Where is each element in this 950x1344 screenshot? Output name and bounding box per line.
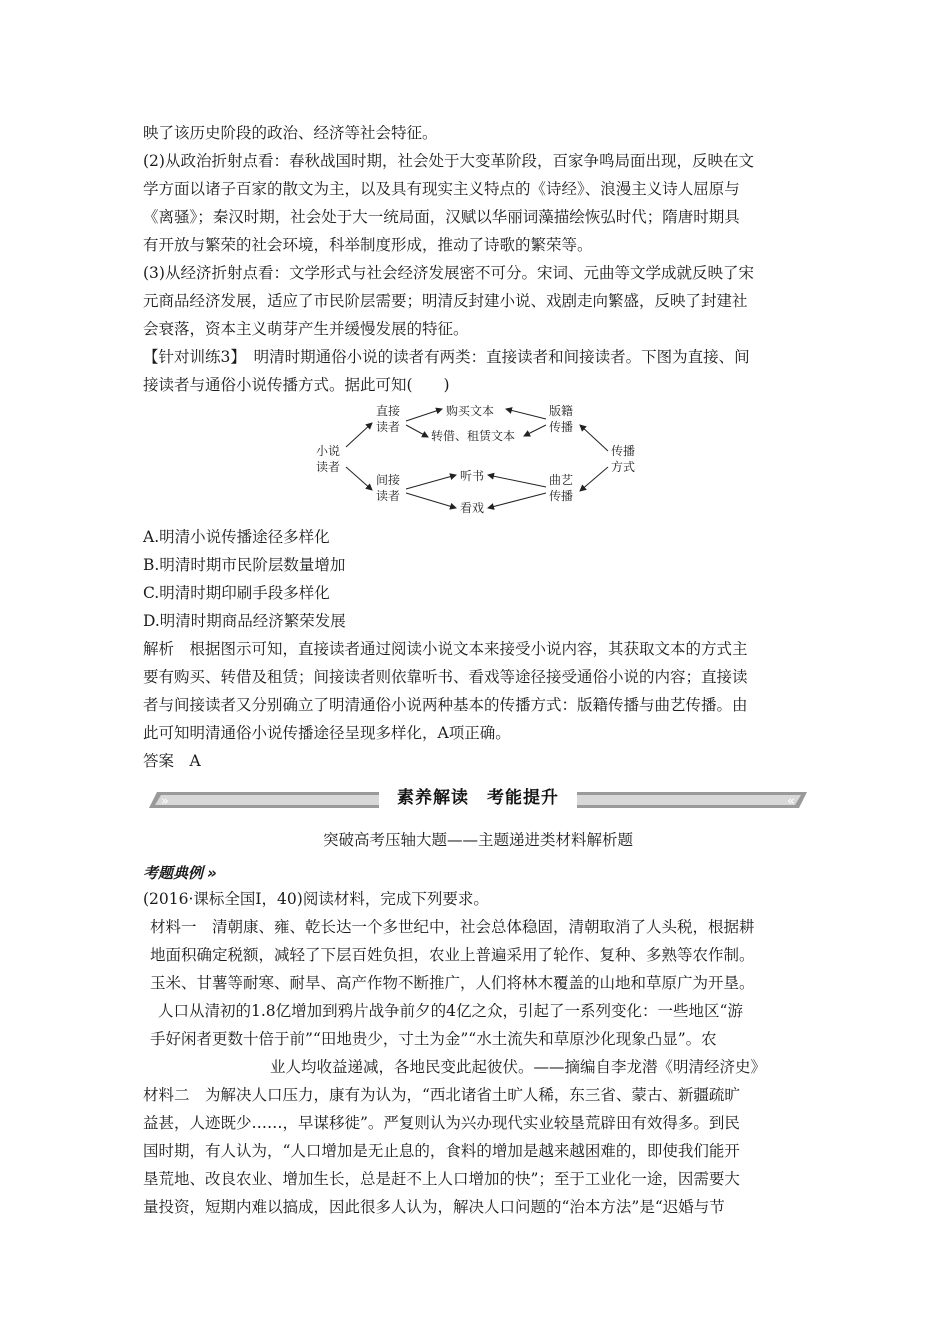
print-label-2: 传播 bbox=[549, 420, 574, 434]
paragraph-line: 映了该历史阶段的政治、经济等社会特征。 bbox=[143, 124, 438, 142]
material-line: 地面积确定税额，减轻了下层百姓负担，农业上普遍采用了轮作、复种、多熟等农作制。 bbox=[150, 946, 755, 964]
analysis-line: 解析 根据图示可知，直接读者通过阅读小说文本来接受小说内容，其获取文本的方式主 bbox=[143, 640, 748, 658]
arrow-mode-to-print bbox=[580, 425, 608, 451]
paragraph-line: 《离骚》；秦汉时期，社会处于大一统局面，汉赋以华丽词藻描绘恢弘时代；隋唐时期具 bbox=[143, 208, 740, 226]
material-line: 量投资，短期内难以搞成，因此很多人认为，解决人口问题的“治本方法”是“迟婚与节 bbox=[143, 1198, 725, 1216]
question-stem: 接读者与通俗小说传播方式。据此可知( ) bbox=[143, 376, 450, 394]
arrow-direct-to-borrow bbox=[406, 425, 428, 437]
arrow-perform-to-watch bbox=[488, 493, 546, 508]
reader-label-1: 小说 bbox=[316, 444, 341, 458]
exam-source-line: (2016·课标全国Ⅰ，40)阅读材料，完成下列要求。 bbox=[143, 890, 489, 908]
exam-example-label bbox=[143, 863, 217, 883]
buy-text-label: 购买文本 bbox=[446, 404, 495, 418]
arrow-print-to-borrow bbox=[524, 425, 546, 436]
indirect-reader-node bbox=[376, 472, 400, 503]
paragraph-line: (3)从经济折射点看：文学形式与社会经济发展密不可分。宋词、元曲等文学成就反映了宋 bbox=[143, 264, 754, 282]
paragraph-line: 学方面以诸子百家的散文为主，以及具有现实主义特点的《诗经》、浪漫主义诗人屈原与 bbox=[143, 180, 740, 198]
direct-label-1: 直接 bbox=[376, 404, 401, 418]
option-b: B.明清时期市民阶层数量增加 bbox=[143, 556, 346, 574]
analysis-line: 此可知明清通俗小说传播途径呈现多样化，A项正确。 bbox=[143, 724, 511, 742]
paragraph-line: 会衰落，资本主义萌芽产生并缓慢发展的特征。 bbox=[143, 320, 469, 338]
arrow-reader-to-direct bbox=[346, 423, 372, 447]
section-subtitle: 突破高考压轴大题——主题递进类材料解析题 bbox=[322, 831, 633, 849]
print-label-1: 版籍 bbox=[549, 404, 574, 418]
banner-title: 素养解读 考能提升 bbox=[397, 788, 559, 808]
print-node bbox=[549, 403, 573, 434]
reader-label-2: 读者 bbox=[316, 460, 341, 474]
material-line: 人口从清初的1.8亿增加到鸦片战争前夕的4亿之众，引起了一系列变化：一些地区“游 bbox=[158, 1002, 743, 1020]
mode-label-1: 传播 bbox=[611, 444, 636, 458]
mode-node bbox=[611, 443, 635, 474]
listen-label: 听书 bbox=[460, 469, 485, 483]
analysis-line: 要有购买、转借及租赁；间接读者则依靠听书、看戏等途径接受通俗小说的内容；直接读 bbox=[143, 668, 748, 686]
reader-node bbox=[316, 444, 340, 474]
double-chevron-icon: » bbox=[207, 864, 217, 882]
question-stem: 【针对训练3】 明清时期通俗小说的读者有两类：直接读者和间接读者。下图为直接、间 bbox=[143, 348, 750, 366]
material-line: 材料二 为解决人口压力，康有为认为，“西北诸省土旷人稀，东三省、蒙古、新疆疏旷 bbox=[143, 1086, 740, 1104]
exam-example-text: 考题典例 bbox=[143, 864, 204, 882]
material-line: 玉米、甘薯等耐寒、耐旱、高产作物不断推广，人们将林木覆盖的山地和草原广为开垦。 bbox=[150, 974, 755, 992]
indirect-label-1: 间接 bbox=[376, 473, 401, 487]
direct-label-2: 读者 bbox=[376, 420, 401, 434]
paragraph-line: 元商品经济发展，适应了市民阶层需要；明清反封建小说、戏剧走向繁盛，反映了封建社 bbox=[143, 292, 748, 310]
banner-left-mark: » bbox=[161, 794, 169, 809]
indirect-label-2: 读者 bbox=[376, 489, 401, 503]
section-banner bbox=[143, 784, 813, 818]
arrow-reader-to-indirect bbox=[346, 467, 372, 490]
borrow-text-label: 转借、租赁文本 bbox=[431, 429, 516, 443]
material-line: 国时期，有人认为，“人口增加是无止息的，食料的增加是越来越困难的，即使我们能开 bbox=[143, 1142, 740, 1160]
option-c: C.明清时期印刷手段多样化 bbox=[143, 584, 330, 602]
arrow-mode-to-perform bbox=[580, 467, 608, 491]
arrow-perform-to-listen bbox=[488, 475, 546, 487]
arrow-indirect-to-listen bbox=[406, 475, 456, 489]
perform-label-1: 曲艺 bbox=[549, 473, 574, 487]
perform-label-2: 传播 bbox=[549, 489, 574, 503]
material-line: 手好闲者更数十倍于前”“田地贵少，寸土为金”“水土流失和草原沙化现象凸显”。农 bbox=[150, 1030, 717, 1048]
direct-reader-node bbox=[376, 403, 400, 434]
paragraph-line: (2)从政治折射点看：春秋战国时期，社会处于大变革阶段，百家争鸣局面出现，反映在文 bbox=[143, 152, 754, 170]
material-line: 业人均收益递减，各地民变此起彼伏。——摘编自李龙潜《明清经济史》 bbox=[270, 1058, 767, 1076]
arrow-indirect-to-watch bbox=[406, 493, 456, 508]
material-line: 益甚，人迹既少……，早谋移徙”。严复则认为兴办现代实业较垦荒辟田有效得多。到民 bbox=[143, 1114, 740, 1132]
arrow-print-to-buy bbox=[506, 409, 546, 419]
option-d: D.明清时期商品经济繁荣发展 bbox=[143, 612, 346, 630]
transmission-diagram bbox=[300, 395, 650, 525]
material-line: 材料一 清朝康、雍、乾长达一个多世纪中，社会总体稳固，清朝取消了人头税，根据耕 bbox=[150, 918, 755, 936]
watch-label: 看戏 bbox=[460, 501, 485, 515]
perform-node bbox=[549, 472, 573, 503]
arrow-direct-to-buy bbox=[406, 409, 442, 421]
paragraph-line: 有开放与繁荣的社会环境，科举制度形成，推动了诗歌的繁荣等。 bbox=[143, 236, 593, 254]
option-a: A.明清小说传播途径多样化 bbox=[143, 528, 330, 546]
material-line: 垦荒地、改良农业、增加生长，总是赶不上人口增加的快”；至于工业化一途，因需要大 bbox=[143, 1170, 740, 1188]
mode-label-2: 方式 bbox=[611, 460, 636, 474]
banner-right-mark: « bbox=[787, 794, 795, 809]
analysis-line: 者与间接读者又分别确立了明清通俗小说两种基本的传播方式：版籍传播与曲艺传播。由 bbox=[143, 696, 748, 714]
answer-line: 答案 A bbox=[143, 752, 201, 770]
